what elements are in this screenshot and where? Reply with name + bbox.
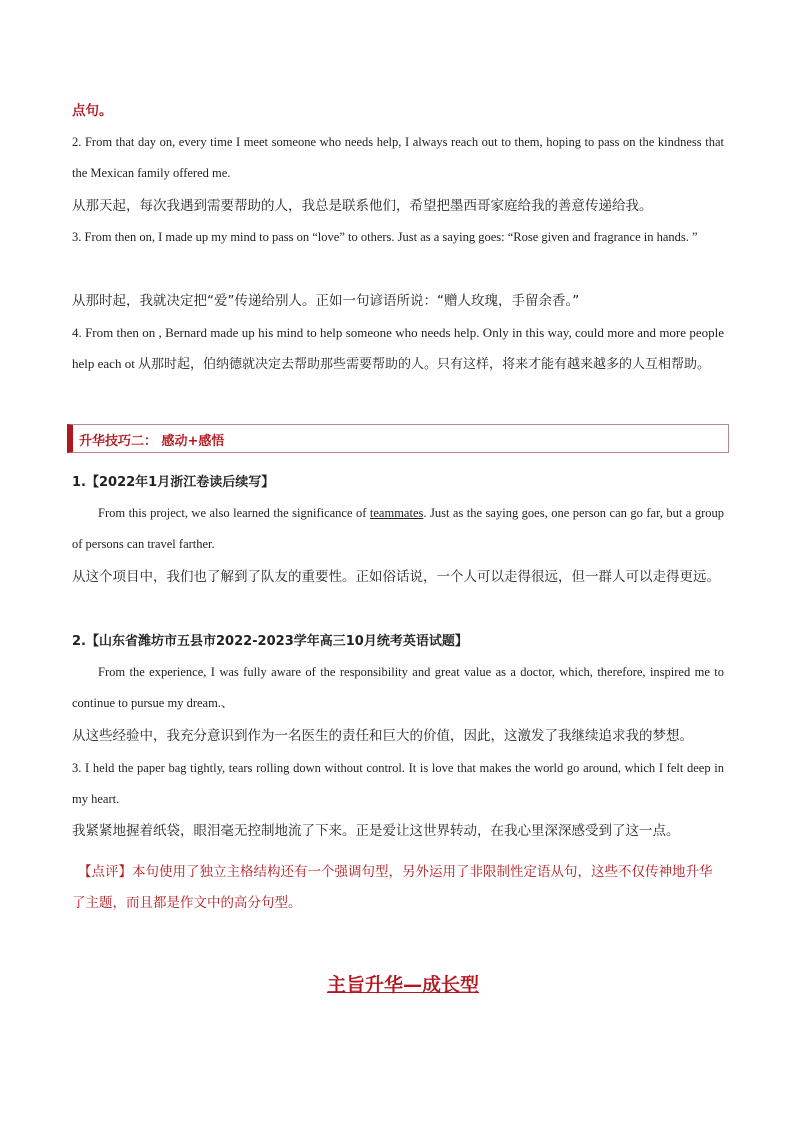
section-label: 升华技巧二： 感动+感悟	[79, 434, 225, 449]
example-2-chinese: 从这些经验中，我充分意识到作为一名医生的责任和巨大的价值，因此，这激发了我继续追求我的梦想。	[72, 728, 693, 744]
comment-note: 【点评】本句使用了独立主格结构还有一个强调句型，另外运用了非限制性定语从句，这些不仅传神地升华了主题，而且都是作文中的高分句型。	[72, 864, 713, 911]
example-1-english	[72, 498, 724, 560]
example-1-chinese: 从这个项目中，我们也了解到了队友的重要性。正如俗话说，一个人可以走得很远，但一群人可以走得更远。	[72, 569, 720, 585]
top-fragment: 点句。	[72, 103, 113, 119]
item-3-chinese: 从那时起，我就决定把“爱”传递给别人。正如一句谚语所说：“赠人玫瑰，手留余香。”	[72, 293, 580, 309]
section-heading	[0, 970, 794, 997]
example-1-source: 1.【2022年1月浙江卷读后续写】	[72, 475, 275, 490]
example-3-english: 3. I held the paper bag tightly, tears rolling down without control. It is love that makes the world go around, which I felt deep in my heart.	[72, 761, 724, 806]
underlined-word: teammates	[369, 506, 424, 520]
item-4-mixed: 4. From then on , Bernard made up his mind to help someone who needs help. Only in this way, could more and more people help each ot 从那时起，伯纳德就决定去帮助那些需要帮助的人。只有这样，将来才能有越来越多的人互相帮助。	[72, 325, 724, 371]
section-box-technique-2	[67, 424, 729, 453]
example-2-english: From the experience, I was fully aware of the responsibility and great value as a doctor, which, therefore, inspired me to continue to pursue my dream.、	[72, 665, 724, 710]
example-1-text-a: From this project, we also learned the significance of	[98, 506, 370, 520]
item-3-english: 3. From then on, I made up my mind to pass on “love” to others. Just as a saying goes: “Rose given and fragrance in hands. ”	[72, 230, 698, 244]
example-1-text-b: . Just as the saying goes, one person can go far, but a group of persons can travel farther.	[72, 506, 724, 551]
section-heading-text: 主旨升华—成长型	[326, 974, 479, 996]
example-2-source: 2.【山东省潍坊市五县市2022-2023学年高三10月统考英语试题】	[72, 634, 468, 649]
item-2-english: 2. From that day on, every time I meet someone who needs help, I always reach out to them, hoping to pass on the kindness that the Mexican family offered me.	[72, 135, 724, 180]
item-2-chinese: 从那天起，每次我遇到需要帮助的人，我总是联系他们，希望把墨西哥家庭给我的善意传递给我。	[72, 198, 653, 214]
example-3-chinese: 我紧紧地握着纸袋，眼泪毫无控制地流了下来。正是爱让这世界转动，在我心里深深感受到了这一点。	[72, 823, 680, 839]
